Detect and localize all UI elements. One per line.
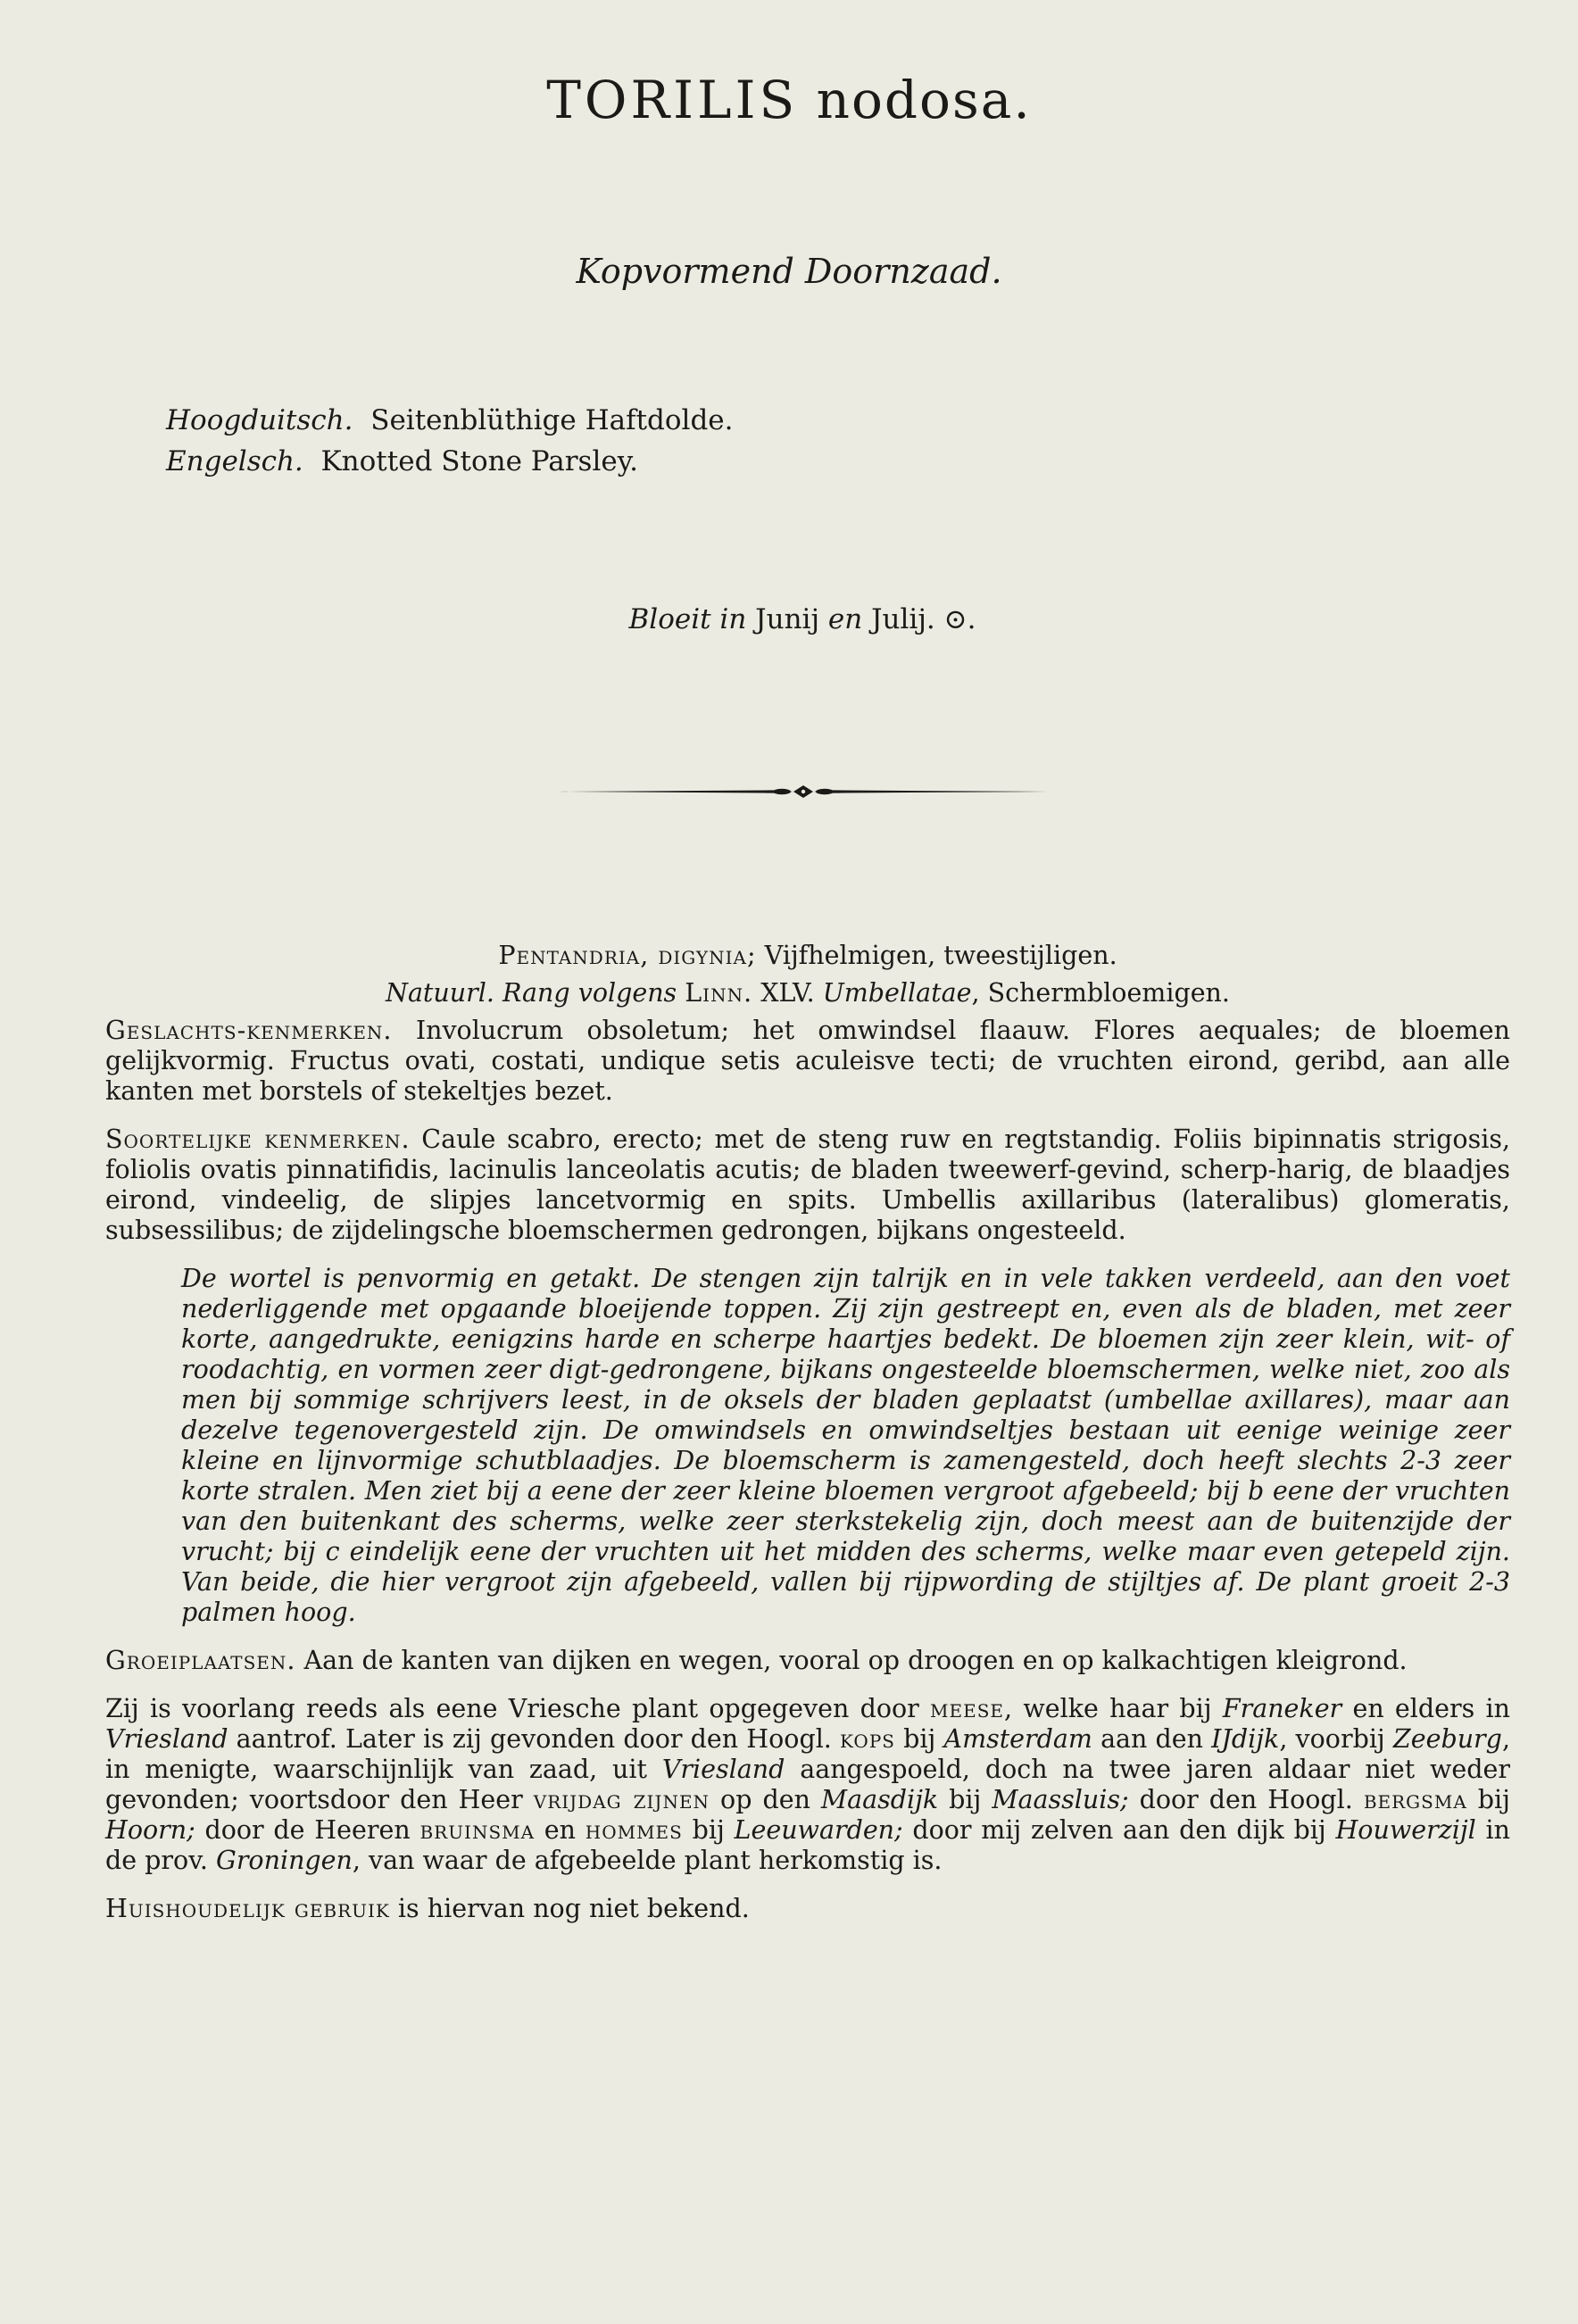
language-label: Engelsch.	[166, 445, 303, 477]
title-genus: TORILIS	[546, 70, 799, 130]
flowering-period: Bloeit in Junij en Julij. ⊙.	[628, 603, 976, 635]
common-names	[166, 400, 734, 482]
annual-symbol: ⊙.	[943, 603, 976, 635]
common-name: Knotted Stone Parsley.	[320, 445, 638, 477]
natural-rank: Natuurl. Rang volgens Linn. XLV. Umbellatae, Schermbloemigen.	[386, 978, 1230, 1008]
distribution: Zij is voorlang reeds als eene Vriesche plant opgegeven door meese, welke haar bij Franeker en elders in Vriesland aantrof. Later is zij gevonden door den Hoogl. kops bij Amsterdam aan den IJdijk, voorbij Zeeburg, in menigte, waarschijnlijk van zaad, uit Vriesland aangespoeld, doch na twee jaren aldaar niet weder gevonden; voortsdoor den Heer vrijdag zijnen op den Maasdijk bij Maassluis; door den Hoogl. bergsma bij Hoorn; door de Heeren bruinsma en hommes bij Leeuwarden; door mij zelven aan den dijk bij Houwerzijl in de prov. Groningen, van waar de afgebeelde plant herkomstig is.	[105, 1694, 1511, 1875]
household-use: Huishoudelijk gebruik is hiervan nog niet bekend.	[105, 1894, 750, 1923]
ornamental-divider	[559, 778, 1048, 805]
linnaean-class: Pentandria, digynia; Vijfhelmigen, tweestijligen.	[498, 941, 1117, 970]
common-name-english	[166, 441, 734, 482]
plant-description: De wortel is penvormig en getakt. De stengen zijn talrijk en in vele takken verdeeld, aan den voet nederliggende met opgaande bloeijende toppen. Zij zijn gestreept en, even als de bladen, met zeer korte, aangedrukte, eenigzins harde en scherpe haartjes bedekt. De bloemen zijn zeer klein, wit- of roodachtig, en vormen zeer digt-gedrongene, bijkans ongesteelde bloemschermen, welke niet, zoo als men bij sommige schrijvers leest, in de oksels der bladen geplaatst (umbellae axillares), maar aan dezelve tegenovergesteld zijn. De omwindsels en omwindseltjes bestaan uit eenige weinige zeer kleine en lijnvormige schutblaadjes. De bloemscherm is zamengesteld, doch heeft slechts 2-3 zeer korte stralen. Men ziet bij a eene der zeer kleine bloemen vergroot afgebeeld; bij b eene der vruchten van den buitenkant des scherms, welke zeer sterkstekelig zijn, doch meest aan de buitenzijde der vrucht; bij c eindelijk eene der vruchten uit het midden des scherms, welke maar even getepeld zijn. Van beide, die hier vergroot zijn afgebeeld, vallen bij rijpwording de stijltjes af. De plant groeit 2-3 palmen hoog.	[181, 1264, 1510, 1627]
genus-characters: Geslachts-kenmerken. Involucrum obsoletum; het omwindsel flaauw. Flores aequales; de bloemen gelijkvormig. Fructus ovati, costati, undique setis aculeisve tecti; de vruchten eirond, geribd, aan alle kanten met borstels of stekeltjes bezet.	[105, 1016, 1510, 1106]
dutch-name: Kopvormend Doornzaad.	[576, 252, 1002, 291]
language-label: Hoogduitsch.	[166, 404, 353, 436]
common-name-german	[166, 400, 734, 441]
main-text	[105, 941, 1510, 1924]
title-species: nodosa.	[816, 70, 1032, 130]
habitat: Groeiplaatsen. Aan de kanten van dijken en wegen, vooral op droogen en op kalkachtigen kleigrond.	[105, 1646, 1408, 1675]
common-name: Seitenblüthige Haftdolde.	[370, 404, 734, 436]
species-characters: Soortelijke kenmerken. Caule scabro, erecto; met de steng ruw en regtstandig. Foliis bipinnatis strigosis, foliolis ovatis pinnatifidis, lacinulis lanceolatis acutis; de bladen tweewerf-gevind, scherp-harig, de blaadjes eirond, vindeelig, de slipjes lancetvormig en spits. Umbellis axillaribus (lateralibus) glomeratis, subsessilibus; de zijdelingsche bloemschermen gedrongen, bijkans ongesteeld.	[105, 1125, 1510, 1245]
page-title	[0, 70, 1578, 130]
